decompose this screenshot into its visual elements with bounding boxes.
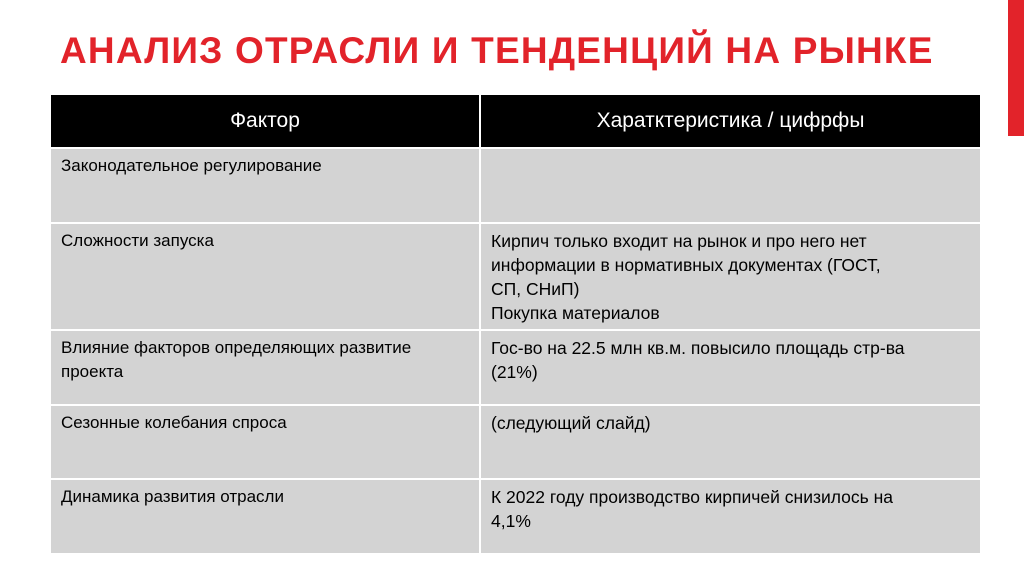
characteristic-cell [480,405,980,479]
characteristic-line: (следующий слайд) [491,413,651,433]
characteristic-line: Покупка материалов [491,303,660,323]
factor-cell: Законодательное регулирование [51,148,480,223]
table-row [51,148,980,223]
table-header-row [51,95,980,148]
characteristic-line: СП, СНиП) [491,279,580,299]
factor-cell: Сложности запуска [51,223,480,330]
accent-bar [1008,0,1024,136]
characteristic-line: Кирпич только входит на рынок и про него нет [491,231,867,251]
header-characteristic: Харатктеристика / цифрфы [480,95,980,148]
factors-table [51,95,980,553]
characteristic-cell [480,330,980,405]
characteristic-line: 4,1% [491,511,531,531]
table-row [51,223,980,330]
characteristic-line: К 2022 году производство кирпичей снизилось на [491,487,894,507]
table-row [51,479,980,553]
factor-cell: Влияние факторов определяющих развитие проекта [51,330,480,405]
characteristic-line: (21%) [491,362,538,382]
slide-title: АНАЛИЗ ОТРАСЛИ И ТЕНДЕНЦИЙ НА РЫНКЕ [60,30,934,71]
characteristic-line: Гос-во на 22.5 млн кв.м. повысило площадь стр-ва [491,338,905,358]
factor-cell: Динамика развития отрасли [51,479,480,553]
table-row [51,330,980,405]
factor-cell: Сезонные колебания спроса [51,405,480,479]
characteristic-cell [480,479,980,553]
characteristic-cell [480,223,980,330]
header-factor: Фактор [51,95,480,148]
table-row [51,405,980,479]
characteristic-line: информации в нормативных документах (ГОСТ, [491,255,881,275]
characteristic-cell [480,148,980,223]
